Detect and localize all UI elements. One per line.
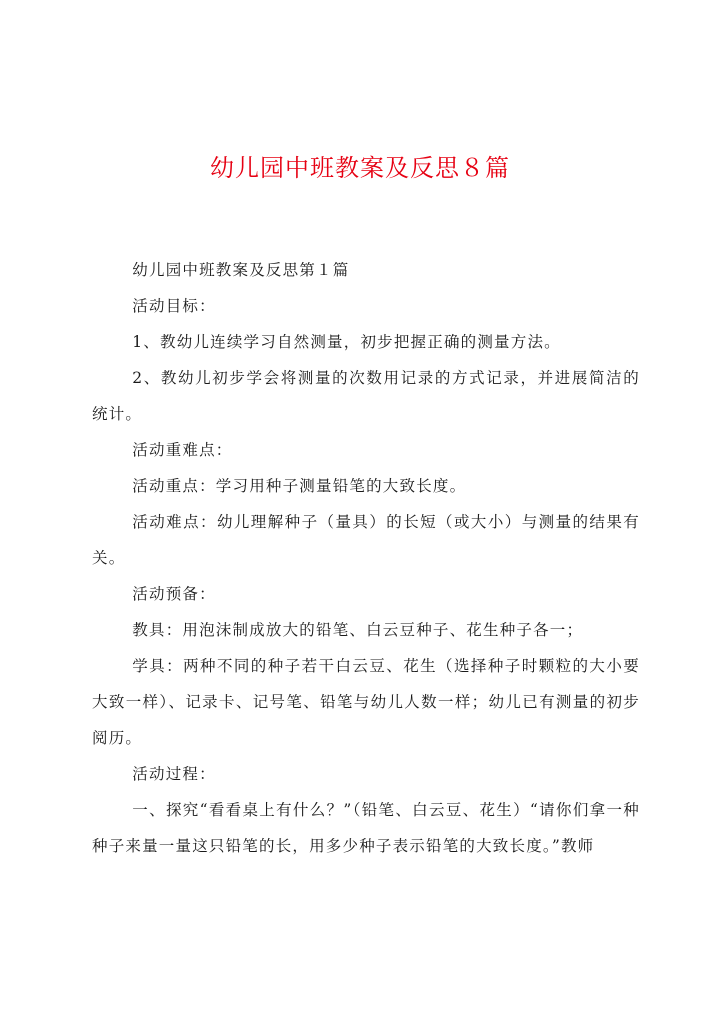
paragraph-teaching-aids: 教具：用泡沫制成放大的铅笔、白云豆种子、花生种子各一； (132, 621, 584, 639)
paragraph-key-point: 活动重点：学习用种子测量铅笔的大致长度。 (132, 477, 467, 495)
paragraph-process-heading: 活动过程： (132, 765, 216, 783)
document-title: 幼儿园中班教案及反思８篇 (210, 154, 510, 182)
paragraph-section-heading: 幼儿园中班教案及反思第１篇 (132, 261, 350, 279)
paragraph-objective-2: 2、教幼儿初步学会将测量的次数用记录的方式记录，并进展简洁的统计。 (92, 369, 640, 423)
paragraph-difficult-point: 活动难点：幼儿理解种子（量具）的长短（或大小）与测量的结果有关。 (92, 513, 640, 567)
paragraph-preparation-heading: 活动预备： (132, 585, 216, 603)
paragraph-objective-1: 1、教幼儿连续学习自然测量，初步把握正确的测量方法。 (132, 333, 561, 351)
paragraph-objectives-heading: 活动目标： (132, 297, 216, 315)
paragraph-key-points-heading: 活动重难点： (132, 441, 233, 459)
paragraph-learning-aids: 学具：两种不同的种子若干白云豆、花生（选择种子时颗粒的大小要大致一样）、记录卡、记号笔、铅笔与幼儿人数一样；幼儿已有测量的初步阅历。 (92, 657, 640, 747)
document-body (92, 252, 640, 864)
paragraph-process-step-1: 一、探究“看看桌上有什么？”（铅笔、白云豆、花生）“请你们拿一种种子来量一量这只铅笔的长，用多少种子表示铅笔的大致长度。”教师 (92, 801, 640, 855)
